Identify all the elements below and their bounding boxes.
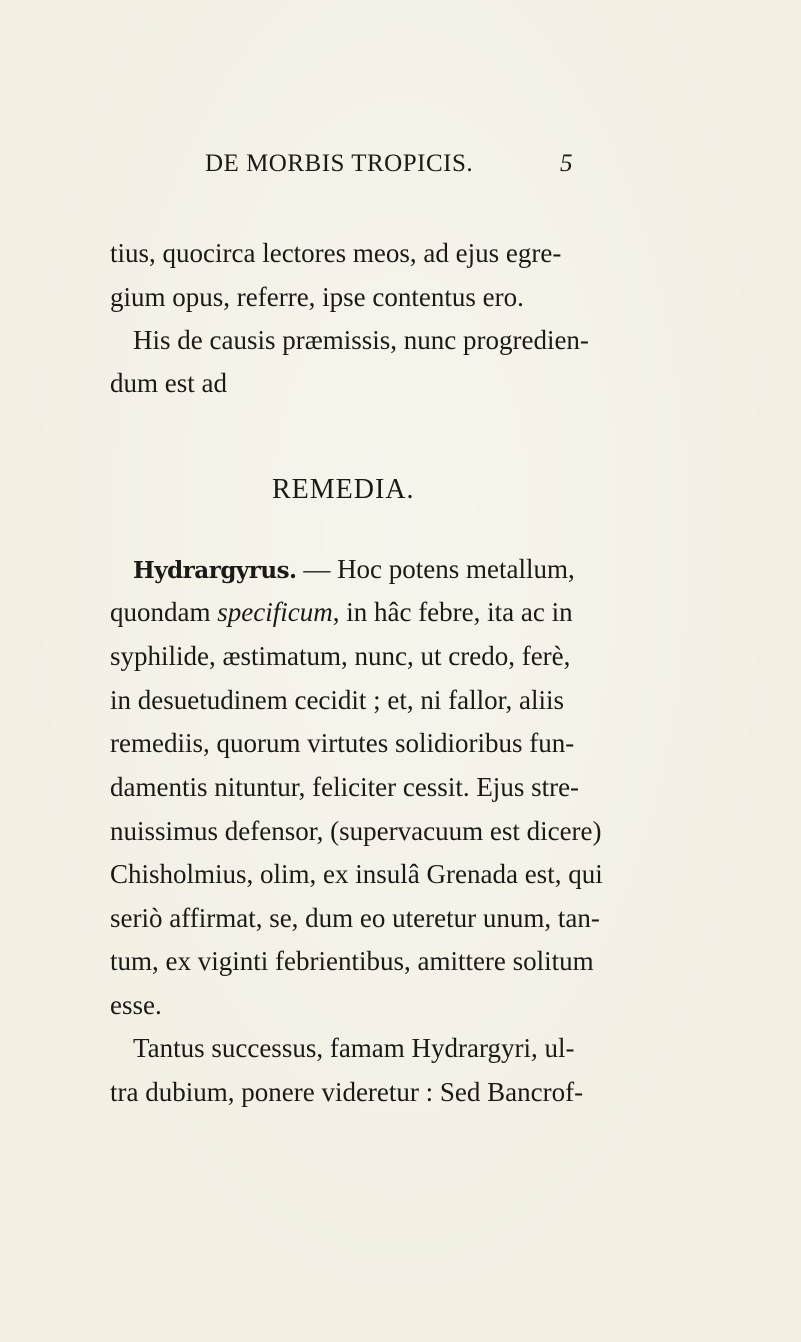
text-line: esse. (110, 990, 162, 1020)
line2-start: quondam (110, 597, 218, 627)
italic-term: specificum (217, 597, 333, 627)
text-line: His de causis præmissis, nunc progredien- (133, 325, 589, 355)
text-line: remediis, quorum virtutes solidioribus fun- (110, 728, 575, 758)
page-number: 5 (560, 150, 573, 177)
remedia-first-line (133, 556, 575, 583)
text-line: in desuetudinem cecidit ; et, ni fallor, aliis (110, 685, 565, 715)
text-line: nuissimus defensor, (supervacuum est dicere) (110, 816, 602, 846)
section-heading: REMEDIA. (272, 474, 415, 505)
remedia-second-line (110, 599, 573, 626)
text-line: tum, ex viginti febrientibus, amittere solitum (110, 946, 594, 976)
running-head: DE MORBIS TROPICIS. (205, 150, 474, 177)
text-line: tius, quocirca lectores meos, ad ejus egre- (110, 238, 562, 268)
text-line: dum est ad (110, 368, 227, 398)
text-line: Tantus successus, famam Hydrargyri, ul- (133, 1033, 575, 1063)
lead-dash: — Hoc potens metallum, (296, 554, 575, 584)
text-line: seriò affirmat, se, dum eo uteretur unum, tan- (110, 903, 600, 933)
line2-end: , in hâc febre, ita ac in (332, 597, 573, 627)
text-line: damentis nituntur, feliciter cessit. Ejus stre- (110, 772, 580, 802)
text-line: tra dubium, ponere videretur : Sed Bancrof- (110, 1077, 584, 1107)
text-line: Chisholmius, olim, ex insulâ Grenada est, qui (110, 859, 603, 889)
text-line: syphilide, æstimatum, nunc, ut credo, ferè, (110, 641, 571, 671)
lead-word: Hydrargyrus. (133, 557, 297, 584)
text-line: gium opus, referre, ipse contentus ero. (110, 282, 524, 312)
